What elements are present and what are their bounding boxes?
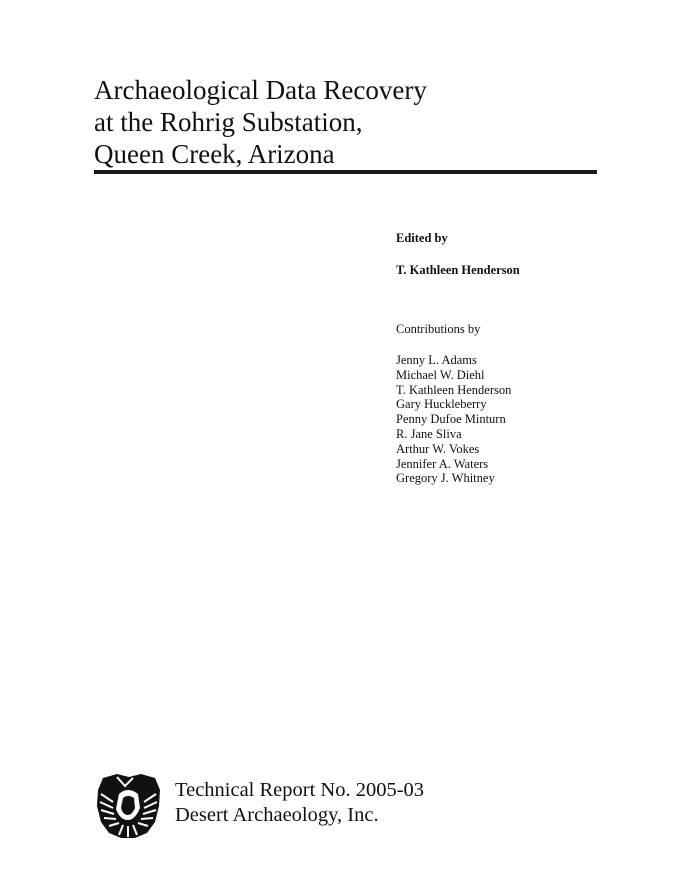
desert-archaeology-logo-icon — [95, 772, 162, 839]
title-line-1: Archaeological Data Recovery — [94, 75, 427, 105]
contributor-name: Michael W. Diehl — [396, 367, 485, 382]
contributor-name: Gary Huckleberry — [396, 397, 487, 412]
contributions-heading: Contributions by — [396, 322, 481, 336]
contributors-list — [396, 353, 511, 486]
contributor-name: Penny Dufoe Minturn — [396, 412, 506, 427]
editor-name: T. Kathleen Henderson — [396, 263, 520, 277]
edited-by-label: Edited by — [396, 231, 448, 245]
title-divider-rule — [94, 170, 597, 174]
contributor-name: Arthur W. Vokes — [396, 441, 480, 456]
technical-report-number: Technical Report No. 2005-03 — [175, 779, 425, 801]
contributor-name: Gregory J. Whitney — [396, 471, 495, 486]
contributor-name: R. Jane Sliva — [396, 426, 462, 441]
contributor-name: Jenny L. Adams — [396, 353, 477, 367]
title-line-3: Queen Creek, Arizona — [94, 139, 335, 169]
title-line-2: at the Rohrig Substation, — [94, 107, 363, 137]
contributor-name: Jennifer A. Waters — [396, 456, 489, 471]
contributor-name: T. Kathleen Henderson — [396, 382, 512, 397]
report-title — [94, 74, 594, 170]
publisher-name: Desert Archaeology, Inc. — [175, 804, 379, 826]
footer-publication-info — [175, 778, 424, 828]
